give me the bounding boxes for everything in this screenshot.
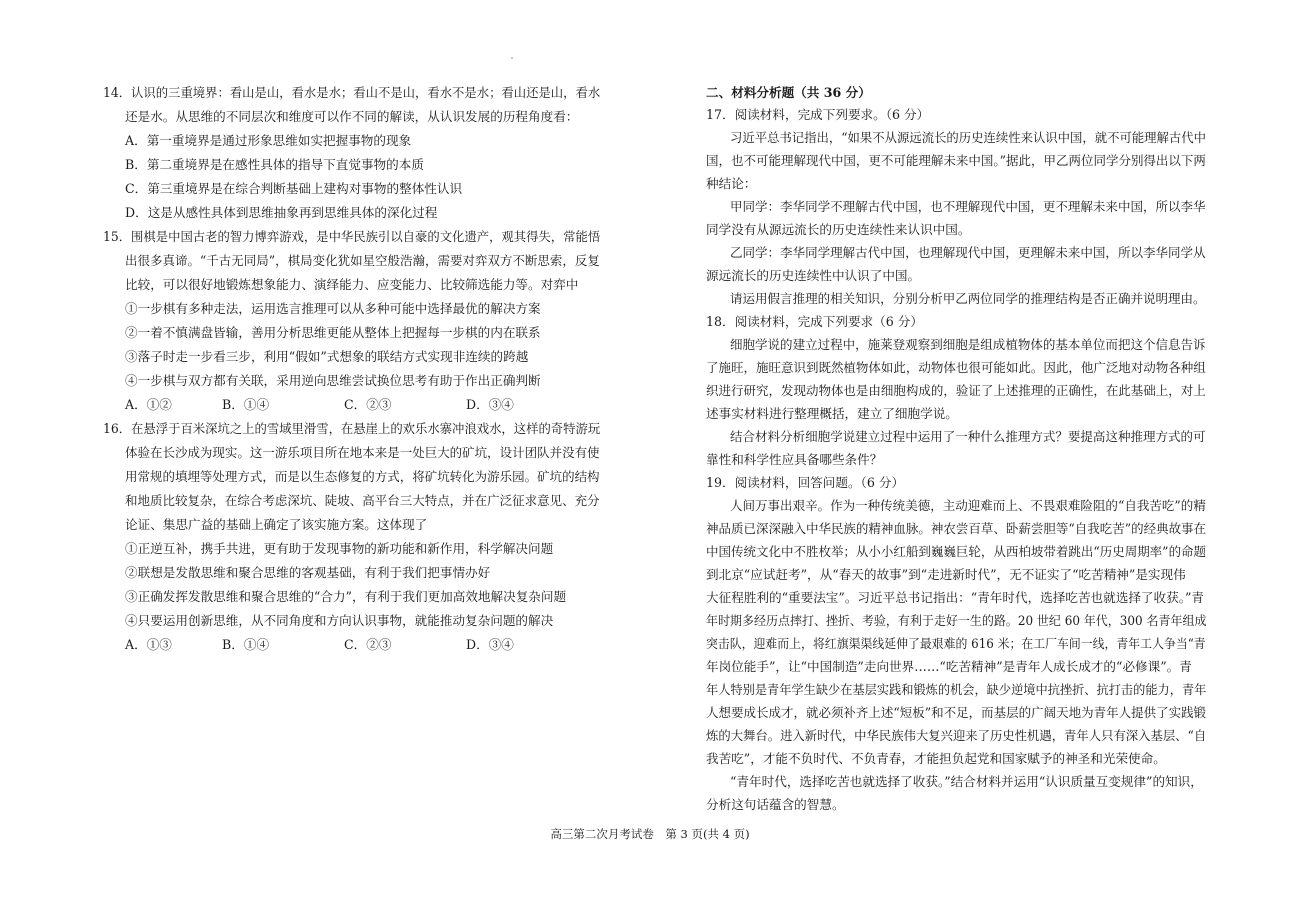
q18-line-1: 18．阅读材料，完成下列要求（6 分） <box>706 314 923 329</box>
q15-item-1: ①一步棋有多种走法，运用选言推理可以从多种可能中选择最优的解决方案 <box>125 301 541 316</box>
q19-line-3: 神品质已深深融入中华民族的精神血脉。神农尝百草、卧薪尝胆等“自我吃苦”的经典故事在 <box>706 521 1207 536</box>
q15-option-c: C．②③ <box>344 397 392 412</box>
q16-item-4: ④只要运用创新思维，从不同角度和方向认识事物，就能推动复杂问题的解决 <box>125 613 554 628</box>
q15-option-a: A．①② <box>125 397 172 412</box>
q16-option-d: D．③④ <box>466 637 514 652</box>
q14-choice-c: C．第三重境界是在综合判断基础上建构对事物的整体性认识 <box>125 181 463 196</box>
q16-stem-line-5: 论证、集思广益的基础上确定了该实施方案。这体现了 <box>125 517 428 532</box>
q16-option-b: B．①④ <box>222 637 270 652</box>
page-footer: 高三第二次月考试卷 第 3 页(共 4 页) <box>550 827 750 841</box>
q16-item-2: ②联想是发散思维和聚合思维的客观基础，有利于我们把事情办好 <box>125 565 491 580</box>
q17-line-9: 请运用假言推理的相关知识，分别分析甲乙两位同学的推理结构是否正确并说明理由。 <box>730 291 1206 306</box>
q19-line-11: 人想要成长成才，就必须补齐上述“短板”和不足，而基层的广阔天地为青年人提供了实践锻 <box>706 705 1207 720</box>
q19-line-13: 我苦吃”，才能不负时代、不负青春，才能担负起党和国家赋予的神圣和光荣使命。 <box>706 751 1166 766</box>
q16-option-c: C．②③ <box>344 637 392 652</box>
q18-line-7: 靠性和科学性应具备哪些条件？ <box>706 452 883 467</box>
q15-stem-line-3: 比较，可以很好地锻炼想象能力、演绎能力、应变能力、比较筛选能力等。对弈中 <box>125 277 579 292</box>
q19-line-15: 分析这句话蕴含的智慧。 <box>706 797 845 812</box>
q16-item-3: ③正确发挥发散思维和聚合思维的“合力”，有利于我们更加高效地解决复杂问题 <box>125 589 567 604</box>
scan-speck <box>511 57 513 59</box>
q18-line-3: 了施旺，施旺意识到既然植物体如此，动物体也很可能如此。因此，他广泛地对动物各种组 <box>706 360 1206 375</box>
q17-line-5: 甲同学：李华同学不理解古代中国，也不理解现代中国，更不理解未来中国，所以李华 <box>730 199 1206 214</box>
q15-item-2: ②一着不慎满盘皆输，善用分析思维更能从整体上把握每一步棋的内在联系 <box>125 325 541 340</box>
q16-item-1: ①正逆互补，携手共进，更有助于发现事物的新功能和新作用，科学解决问题 <box>125 541 554 556</box>
q19-line-9: 年岗位能手”，让“中国制造”走向世界……“吃苦精神”是青年人成长成才的“必修课”。青 <box>706 659 1192 674</box>
q16-stem-line-1: 16．在悬浮于百米深坑之上的雪域里滑雪，在悬崖上的欢乐水寨冲浪戏水，这样的奇特游玩 <box>103 421 601 436</box>
q15-option-d: D．③④ <box>466 397 514 412</box>
q19-line-12: 炼的大舞台。进入新时代，中华民族伟大复兴迎来了历史性机遇，青年人只有深入基层、“自 <box>706 728 1207 743</box>
q19-line-5: 到北京“应试赶考”，从“春天的故事”到“走进新时代”，无不证实了“吃苦精神”是实现伟 <box>706 567 1186 582</box>
q17-line-7: 乙同学：李华同学理解古代中国，也理解现代中国，更理解未来中国，所以李华同学从 <box>730 245 1206 260</box>
q16-option-a: A．①③ <box>125 637 172 652</box>
q14-choice-a: A．第一重境界是通过形象思维如实把握事物的现象 <box>125 133 412 148</box>
q15-option-b: B．①④ <box>222 397 270 412</box>
q19-line-1: 19．阅读材料，回答问题。（6 分） <box>706 475 905 490</box>
q14-choice-d: D．这是从感性具体到思维抽象再到思维具体的深化过程 <box>125 205 438 220</box>
q14-stem-line-1: 14．认识的三重境界：看山是山，看水是水；看山不是山，看水不是水；看山还是山，看水 <box>103 85 601 100</box>
q19-line-14: “青年时代，选择吃苦也就选择了收获。”结合材料并运用“认识质量互变规律”的知识， <box>730 774 1203 789</box>
q15-item-3: ③落子时走一步看三步，利用“假如”式想象的联结方式实现非连续的跨越 <box>125 349 529 364</box>
q16-stem-line-2: 体验在长沙成为现实。这一游乐项目所在地本来是一处巨大的矿坑，设计团队并没有使 <box>125 445 600 460</box>
q17-line-6: 同学没有从源远流长的历史连续性来认识中国。 <box>706 222 971 237</box>
q16-stem-line-3: 用常规的填埋等处理方式，而是以生态修复的方式，将矿坑转化为游乐园。矿坑的结构 <box>125 469 600 484</box>
q17-line-3: 国，也不可能理解现代中国，更不可能理解未来中国。”据此，甲乙两位同学分别得出以下两 <box>706 153 1206 168</box>
q17-line-2: 习近平总书记指出，“如果不从源远流长的历史连续性来认识中国，就不可能理解古代中 <box>730 130 1206 145</box>
q14-choice-b: B．第二重境界是在感性具体的指导下直觉事物的本质 <box>125 157 424 172</box>
section-title: 二、材料分析题（共 36 分） <box>706 85 871 100</box>
q19-line-8: 突击队，迎难而上，将红旗渠渠线延伸了最艰难的 616 米；在工厂车间一线，青年工人争当“青 <box>706 636 1206 651</box>
q19-line-2: 人间万事出艰辛。作为一种传统美德，主动迎难而上、不畏艰难险阻的“自我苦吃”的精 <box>730 498 1206 513</box>
q17-line-8: 源远流长的历史连续性中认识了中国。 <box>706 268 921 283</box>
q18-line-4: 织进行研究，发现动物体也是由细胞构成的，验证了上述推理的正确性，在此基础上，对上 <box>706 383 1206 398</box>
q17-line-4: 种结论： <box>706 176 757 191</box>
q18-line-2: 细胞学说的建立过程中，施莱登观察到细胞是组成植物体的基本单位而把这个信息告诉 <box>730 337 1206 352</box>
q17-line-1: 17．阅读材料，完成下列要求。（6 分） <box>706 107 930 122</box>
q15-stem-line-1: 15．围棋是中国古老的智力博弈游戏，是中华民族引以自豪的文化遗产，观其得失，常能悟 <box>103 229 601 244</box>
q18-line-6: 结合材料分析细胞学说建立过程中运用了一种什么推理方式？要提高这种推理方式的可 <box>730 429 1206 444</box>
q15-stem-line-2: 出很多真谛。“千古无同局”，棋局变化犹如星空般浩瀚，需要对弈双方不断思索，反复 <box>125 253 600 268</box>
q18-line-5: 述事实材料进行整理概括，建立了细胞学说。 <box>706 406 958 421</box>
q19-line-10: 年人特别是青年学生缺少在基层实践和锻炼的机会，缺少逆境中抗挫折、抗打击的能力，青年 <box>706 682 1207 697</box>
q19-line-7: 年时期多经历点摔打、挫折、考验，有利于走好一生的路。20 世纪 60 年代，300 名青年组成 <box>706 613 1207 628</box>
q19-line-6: 大征程胜利的“重要法宝”。习近平总书记指出：“青年时代，选择吃苦也就选择了收获。”青 <box>706 590 1205 605</box>
q15-item-4: ④一步棋与双方都有关联，采用逆向思维尝试换位思考有助于作出正确判断 <box>125 373 541 388</box>
q16-stem-line-4: 和地质比较复杂，在综合考虑深坑、陡坡、高平台三大特点，并在广泛征求意见、充分 <box>125 493 600 508</box>
q19-line-4: 中国传统文化中不胜枚举；从小小红船到巍巍巨轮，从西柏坡带着跳出“历史周期率”的命题 <box>706 544 1207 559</box>
q14-stem-line-2: 还是水。从思维的不同层次和维度可以作不同的解读，从认识发展的历程角度看： <box>125 109 579 124</box>
